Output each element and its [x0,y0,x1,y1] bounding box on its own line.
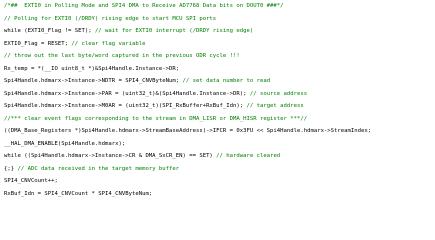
code-comment: // set data number to read [182,78,271,84]
code-comment: // Polling for EXTI0 (/DRDY) rising edge to start MCU SPI ports [4,15,217,22]
code-line [4,89,307,100]
code-line [4,39,145,50]
code-comment: //*** clear event flags corresponding to the stream in DMA_LISR or DMA_HISR register ***// [4,115,308,122]
code-text: Spi4Handle.hdmarx->Instance->NDTR = SPI4_CNVByteNum; [4,78,180,84]
code-comment: // hardware cleared [216,153,281,159]
code-editor [4,1,435,200]
code-comment: // throw out the last byte/word captured in the previous ODR cycle !!! [4,53,240,59]
code-text: Spi4Handle.hdmarx->Instance->M0AR = (uint32_t)(SPI_RxBuffer+RxBuf_Idn); [4,103,244,109]
code-comment: // clear flag variable [71,40,146,47]
code-comment: // target address [246,103,304,109]
code-line [4,1,284,12]
code-line [4,126,371,137]
code-line [4,151,280,162]
code-text: EXTI0_Flag = RESET; [4,40,68,47]
code-line [4,26,253,37]
code-line [4,51,240,62]
code-text: ((DMA_Base_Registers *)Spi4Handle.hdmarx->StreamBaseAddress)->IFCR = 0x3FU << Spi4Handle.hdmarx->StreamIndex; [4,128,372,134]
code-line [4,164,179,175]
code-line [4,114,307,125]
code-line [4,176,58,187]
code-text: RxBuf_Idn = SPI4_CNVCount * SPI4_CNVByteNum; [4,190,153,197]
code-line [4,14,216,25]
code-text: Rx_temp = *(__IO uint8_t *)&Spi4Handle.Instance->DR; [4,65,180,72]
code-text: __HAL_DMA_ENABLE(Spi4Handle.hdmarx); [4,140,126,147]
code-text: Spi4Handle.hdmarx->Instance->PAR = (uint32_t)&(Spi4Handle.Instance->DR); [4,90,247,97]
code-text: {;} [4,165,15,172]
code-line [4,64,179,75]
code-comment: /*## EXTI0 in Polling Mode and SPI4 DMA to Receive AD7768 Data bits on DOUT0 ###*/ [4,3,284,9]
code-line [4,189,152,200]
code-text: while (EXTI0_Flag != SET); [4,28,92,34]
code-line [4,101,304,112]
code-line [4,76,270,87]
code-comment: // wait for EXTI0 interrupt (/DRDY rising edge) [94,28,254,34]
code-comment: // source address [249,90,308,97]
code-line [4,139,125,150]
code-text: SPI4_CNVCount++; [4,178,58,184]
code-comment: // ADC data received in the target memory buffer [17,165,180,172]
code-text: while ((Spi4Handle.hdmarx->Instance->CR & DMA_SxCR_EN) == SET) [4,153,213,159]
